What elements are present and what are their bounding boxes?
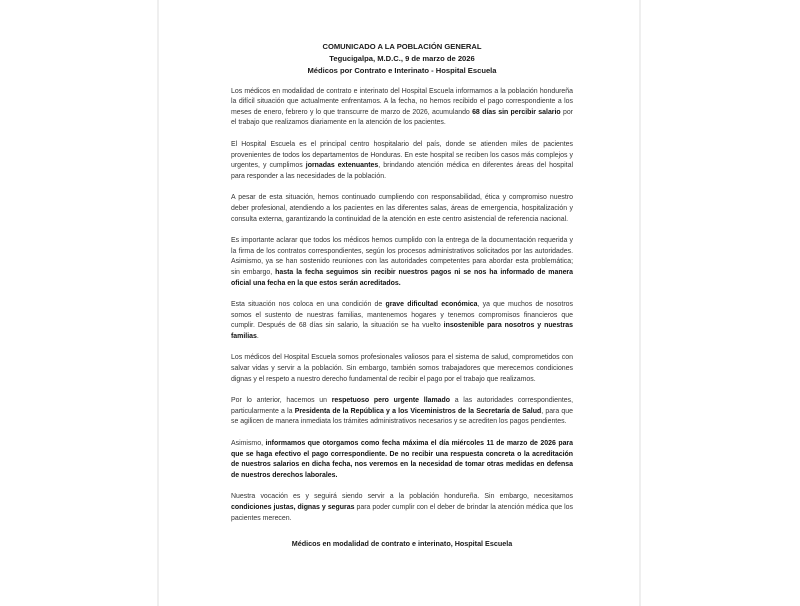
text: Es importante aclarar que todos los médicos hemos cumplido con la entrega de la documentación requerida y la firma de los contratos correspondientes, según los procesos administrativos solicitados por las autoridades. Asimismo, ya se han sostenido reuniones con las autoridades competentes para abordar esta problemática; sin embargo, [231,237,573,276]
bold-text: hasta la fecha seguimos sin recibir nuestros pagos ni se nos ha informado de manera oficial una fecha en la que estos serán acreditados. [231,268,573,287]
bold-text: Presidenta de la República y a los Viceministros de la Secretaría de Salud [294,407,542,415]
paragraph-deadline [231,439,573,481]
bold-text: 68 días sin percibir salario [472,108,561,116]
paragraph-documentation [231,236,573,289]
text: , para que se agilicen de manera inmediata los trámites administrativos necesarios y se acrediten los pagos pendientes. [231,407,574,426]
text: Los médicos del Hospital Escuela somos profesionales valiosos para el sistema de salud, comprometidos con salvar vidas y servir a la población. Sin embargo, también somos trabajadores que merecemos condiciones dignas y el respeto a nuestro derecho fundamental de recibir el pago por el trabajo que realizamos. [231,354,573,383]
document-title: COMUNICADO A LA POBLACIÓN GENERAL [322,42,482,51]
document-page [157,0,641,606]
paragraph-commitment [231,193,573,225]
text: para poder cumplir con el deber de brindar la atención médica que los pacientes merecen. [231,504,573,522]
document-subtitle: Médicos por Contrato e Interinato - Hospital Escuela [307,66,497,76]
bold-text: insostenible para nosotros y nuestras familias [231,322,573,340]
paragraph-economic-hardship [231,300,573,342]
paragraph-hospital-context [231,140,573,182]
text: . [256,332,259,340]
text: El Hospital Escuela es el principal centro hospitalario del país, donde se atienden miles de pacientes provenientes de todos los departamentos de Honduras. En este hospital se reciben los casos más complejos y urgentes, y cumplimos [231,140,573,170]
text: Esta situación nos coloca en una condición de [231,301,386,309]
text: por el trabajo que realizamos diariamente en la atención de los pacientes. [231,108,573,127]
text: Los médicos en modalidad de contrato e interinato del Hospital Escuela informamos a la población hondureña la difícil situación que actualmente enfrentamos. A la fecha, no hemos recibido el pago correspondiente a los meses de enero, febrero y lo que transcurre de marzo de 2026, acumulando [231,87,573,116]
document-header [231,41,573,78]
bold-text: grave dificultad económica [385,301,478,309]
place-date: Tegucigalpa, M.D.C., 9 de marzo de 2026 [329,54,475,64]
paragraph-urgent-call [231,396,573,428]
bold-text: respetuoso pero urgente llamado [331,397,450,405]
text: a las autoridades correspondientes, particularmente a la [231,397,573,415]
signature: Médicos en modalidad de contrato e interinato, Hospital Escuela [291,539,513,549]
document-content [231,41,573,549]
paragraph-vocation [231,492,573,524]
text: , ya que muchos de nosotros somos el sustento de nuestras familias, mantenemos hogares y tenemos compromisos financieros que cumplir. Después de 68 días sin salario, la situación se ha vuelto [231,301,573,330]
paragraph-unpaid-salary [231,87,573,129]
bold-text: informamos que otorgamos como fecha máxima el día miércoles 11 de marzo de 2026 para que se haga efectivo el pago correspondiente. De no recibir una respuesta concreta o la acreditación de nuestros salarios en dicha fecha, nos veremos en la necesidad de tomar otras medidas en defensa de nuestros derechos laborales. [231,440,573,479]
text: Asimismo, [231,440,266,448]
paragraph-professionals [231,353,573,385]
bold-text: jornadas extenuantes [305,162,379,170]
text: Por lo anterior, hacemos un [231,397,332,405]
text: A pesar de esta situación, hemos continuado cumpliendo con responsabilidad, ética y compromiso nuestro deber profesional, atendiendo a los pacientes en las diferentes salas, áreas de emergencia, hospitalización y consulta externa, garantizando la continuidad de la atención en este centro asistencial de referencia nacional. [231,194,573,223]
text: , brindando atención médica en diferentes áreas del hospital para responder a las necesidades de la población. [231,162,573,180]
text: Nuestra vocación es y seguirá siendo servir a la población hondureña. Sin embargo, necesitamos [231,493,573,501]
bold-text: condiciones justas, dignas y seguras [231,504,355,512]
